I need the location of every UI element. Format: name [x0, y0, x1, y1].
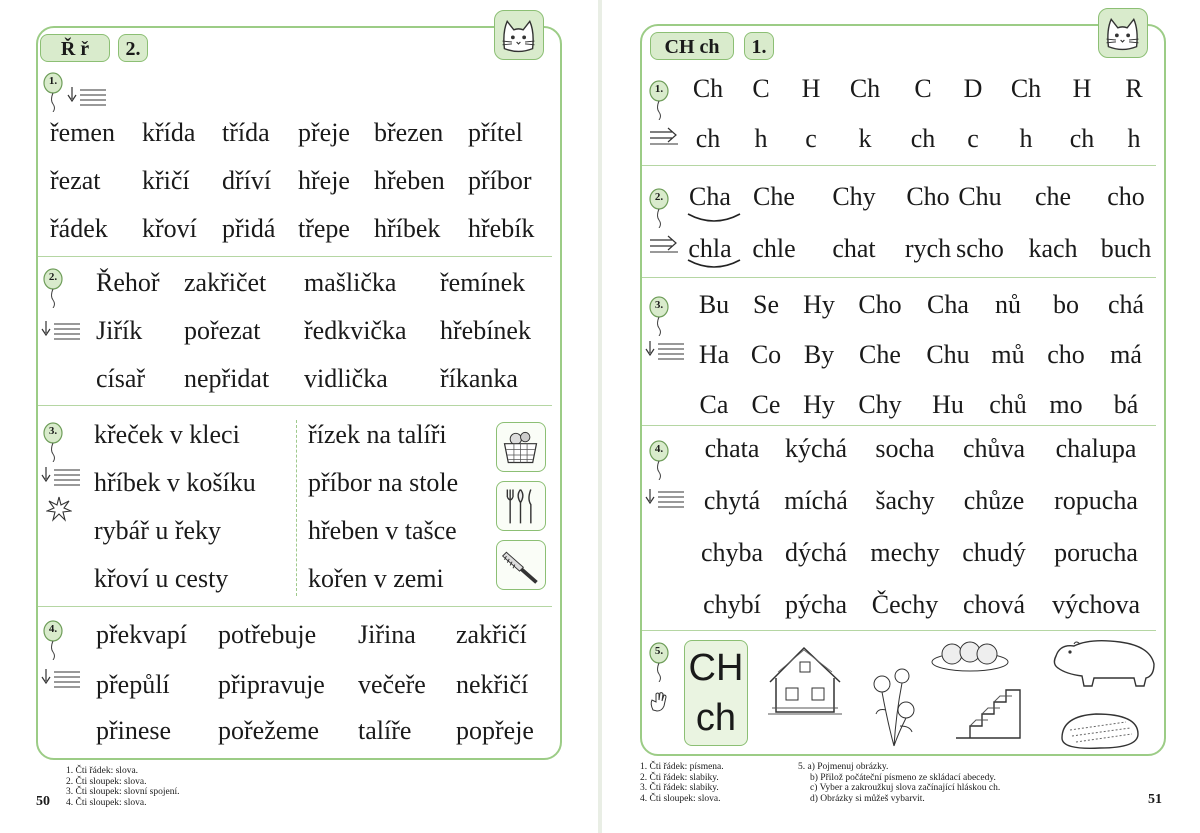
- word: křičí: [142, 166, 190, 195]
- word: Ch: [692, 74, 724, 103]
- ch-letter-card: [684, 640, 748, 746]
- word: c: [967, 124, 979, 153]
- read-row-arrow-icon: [648, 126, 682, 151]
- word: řezat: [50, 166, 101, 195]
- footnote: d) Obrázky si můžeš vybarvit.: [810, 793, 925, 804]
- phrase: příbor na stole: [308, 468, 459, 497]
- balloon-icon: [648, 642, 670, 682]
- word: Chu: [926, 340, 970, 369]
- word: Cho: [858, 290, 902, 319]
- word: přeje: [298, 118, 350, 147]
- word: večeře: [358, 670, 426, 699]
- word: By: [803, 340, 835, 369]
- word: nepřidat: [184, 364, 270, 393]
- star-icon: [46, 496, 72, 527]
- page-number: 51: [1148, 792, 1162, 807]
- word: c: [805, 124, 817, 153]
- word: Ch: [1010, 74, 1042, 103]
- word: chla: [688, 234, 732, 263]
- word: R: [1125, 74, 1143, 103]
- cornflower-picture: [866, 664, 928, 748]
- section-divider: [38, 256, 552, 257]
- word: hřebínek: [440, 316, 531, 345]
- word: míchá: [784, 486, 848, 515]
- word: chůva: [962, 434, 1026, 463]
- read-column-arrow-icon: [40, 668, 82, 695]
- word: Řehoř: [96, 268, 160, 297]
- word: mo: [1049, 390, 1083, 419]
- word: vidlička: [304, 364, 388, 393]
- word: Hu: [932, 390, 964, 419]
- word: scho: [956, 234, 1004, 263]
- letter-tag: CH ch: [650, 32, 734, 60]
- word: řemen: [50, 118, 115, 147]
- word: chůze: [963, 486, 1025, 515]
- word: dýchá: [784, 538, 848, 567]
- word: bo: [1053, 290, 1079, 319]
- comb-picture: [496, 540, 546, 590]
- balloon-icon: [42, 620, 64, 660]
- read-column-arrow-icon: [40, 320, 82, 347]
- exercise-number: 5.: [654, 645, 664, 657]
- word: Hy: [803, 290, 835, 319]
- word: Čechy: [871, 590, 939, 619]
- word: mů: [991, 340, 1025, 369]
- footnote: 5. a) Pojmenuj obrázky.: [798, 762, 889, 772]
- word: má: [1110, 340, 1142, 369]
- section-divider: [642, 277, 1156, 278]
- word: Se: [753, 290, 779, 319]
- read-column-arrow-icon: [644, 340, 686, 367]
- page-50: [0, 0, 598, 833]
- word: h: [754, 124, 768, 153]
- word: C: [752, 74, 770, 103]
- word: chů: [989, 390, 1027, 419]
- exercise-number: 3.: [48, 425, 58, 437]
- word: Bu: [698, 290, 730, 319]
- section-divider: [642, 425, 1156, 426]
- phrase: hříbek v košíku: [94, 468, 256, 497]
- word: chat: [832, 234, 876, 263]
- letter-tag: Ř ř: [40, 34, 110, 62]
- phrase: křoví u cesty: [94, 564, 229, 593]
- word: přítel: [468, 118, 523, 147]
- word: Hy: [803, 390, 835, 419]
- word: Chu: [958, 182, 1002, 211]
- word: h: [1019, 124, 1033, 153]
- basket-picture: [496, 422, 546, 472]
- word: příbor: [468, 166, 532, 195]
- exercise-number: 4.: [48, 623, 58, 635]
- word: Cha: [689, 182, 731, 211]
- word: chle: [752, 234, 796, 263]
- word: dříví: [222, 166, 272, 195]
- balloon-icon: [42, 422, 64, 462]
- section-divider: [38, 606, 552, 607]
- word: che: [1034, 182, 1072, 211]
- section-divider: [642, 165, 1156, 166]
- phrase: kořen v zemi: [308, 564, 444, 593]
- word: chalupa: [1055, 434, 1137, 463]
- word: třepe: [298, 214, 350, 243]
- footnote: 4. Čti sloupek: slova.: [640, 793, 721, 804]
- word: cho: [1107, 182, 1145, 211]
- word: chybí: [703, 590, 761, 619]
- word: Che: [859, 340, 901, 369]
- word: Chy: [858, 390, 902, 419]
- read-column-arrow-icon: [40, 466, 82, 493]
- cutlery-picture: [496, 481, 546, 531]
- word: Co: [750, 340, 782, 369]
- word: porucha: [1054, 538, 1138, 567]
- syllable-arc: [686, 212, 742, 226]
- balloon-icon: [648, 188, 670, 228]
- footnote: 2. Čti řádek: slabiky.: [640, 772, 719, 783]
- word: zakřičí: [456, 620, 527, 649]
- word: třída: [222, 118, 270, 147]
- word: překvapí: [96, 620, 187, 649]
- page-number: 50: [36, 794, 50, 809]
- word: křída: [142, 118, 196, 147]
- word: h: [1127, 124, 1141, 153]
- word: popřeje: [456, 716, 534, 745]
- word: přepůlí: [96, 670, 170, 699]
- word: pýcha: [784, 590, 848, 619]
- word: chata: [704, 434, 760, 463]
- word: přidá: [222, 214, 276, 243]
- word: Jiřík: [96, 316, 143, 345]
- word: výchova: [1051, 590, 1141, 619]
- word: kýchá: [784, 434, 848, 463]
- balloon-icon: [42, 72, 64, 112]
- hand-icon: [648, 690, 670, 717]
- word: H: [801, 74, 821, 103]
- word: připravuje: [218, 670, 325, 699]
- footnote: b) Přilož počáteční písmeno ze skládací abecedy.: [810, 772, 996, 783]
- balloon-icon: [648, 80, 670, 120]
- section-divider: [642, 630, 1156, 631]
- word: chytá: [703, 486, 761, 515]
- word: socha: [875, 434, 935, 463]
- word: zakřičet: [184, 268, 267, 297]
- dumplings-picture: [930, 636, 1010, 674]
- word: potřebuje: [218, 620, 317, 649]
- uppercase-ch: CH: [688, 647, 744, 689]
- footnote: 3. Čti sloupek: slovní spojení.: [66, 787, 180, 797]
- word: Ca: [699, 390, 729, 419]
- word: Cho: [906, 182, 950, 211]
- footnote: 2. Čti sloupek: slova.: [66, 776, 147, 787]
- read-column-arrow-icon: [66, 86, 108, 113]
- word: císař: [96, 364, 146, 393]
- word: H: [1072, 74, 1092, 103]
- word: chudý: [962, 538, 1026, 567]
- section-divider: [38, 405, 552, 406]
- phrase: křeček v kleci: [94, 420, 240, 449]
- phrase: hřeben v tašce: [308, 516, 457, 545]
- footnote: 1. Čti řádek: slova.: [66, 766, 139, 776]
- word: pořežeme: [218, 716, 320, 745]
- word: Jiřina: [358, 620, 416, 649]
- cat-icon: [494, 10, 544, 60]
- footnote: 1. Čti řádek: písmena.: [640, 762, 724, 772]
- phrase: řízek na talíři: [308, 420, 447, 449]
- hippo-picture: [1050, 636, 1160, 688]
- word: Cha: [927, 290, 969, 319]
- word: cho: [1047, 340, 1085, 369]
- word: chová: [962, 590, 1026, 619]
- lowercase-ch: ch: [695, 697, 737, 739]
- exercise-number: 1.: [654, 83, 664, 95]
- word: šachy: [875, 486, 935, 515]
- word: pořezat: [184, 316, 261, 345]
- lesson-number-tag: 1.: [744, 32, 774, 60]
- word: hříbek: [374, 214, 441, 243]
- word: nekřičí: [456, 670, 529, 699]
- word: ředkvička: [304, 316, 407, 345]
- column-divider: [296, 420, 297, 596]
- balloon-icon: [648, 296, 670, 336]
- phrase: rybář u řeky: [94, 516, 222, 545]
- cottage-picture: [764, 642, 846, 718]
- word: Chy: [832, 182, 876, 211]
- balloon-icon: [42, 268, 64, 308]
- word: buch: [1100, 234, 1152, 263]
- word: talíře: [358, 716, 412, 745]
- balloon-icon: [648, 440, 670, 480]
- footnote: 3. Čti řádek: slabiky.: [640, 783, 719, 793]
- word: říkanka: [440, 364, 518, 393]
- word: březen: [374, 118, 444, 147]
- word: hřeben: [374, 166, 445, 195]
- word: Ha: [698, 340, 730, 369]
- lesson-number-tag: 2.: [118, 34, 148, 62]
- word: ch: [1069, 124, 1095, 153]
- word: mechy: [870, 538, 940, 567]
- word: hřeje: [298, 166, 350, 195]
- word: C: [914, 74, 932, 103]
- word: nů: [995, 290, 1021, 319]
- word: ch: [910, 124, 936, 153]
- word: ropucha: [1054, 486, 1138, 515]
- word: Ce: [751, 390, 781, 419]
- word: k: [858, 124, 872, 153]
- exercise-number: 3.: [654, 299, 664, 311]
- syllable-arc: [686, 258, 742, 272]
- word: D: [963, 74, 983, 103]
- word: chyba: [700, 538, 764, 567]
- word: přinese: [96, 716, 172, 745]
- exercise-number: 1.: [48, 75, 58, 87]
- exercise-number: 2.: [654, 191, 664, 203]
- page-51: [602, 0, 1200, 833]
- word: chá: [1107, 290, 1145, 319]
- stairs-picture: [952, 680, 1026, 742]
- exercise-number: 4.: [654, 443, 664, 455]
- word: řemínek: [440, 268, 526, 297]
- word: Ch: [849, 74, 881, 103]
- footnote: c) Vyber a zakroužkuj slova začínající hláskou ch.: [810, 783, 1001, 793]
- word: řádek: [50, 214, 108, 243]
- word: rych: [904, 234, 952, 263]
- word: bá: [1113, 390, 1139, 419]
- exercise-number: 2.: [48, 271, 58, 283]
- word: křoví: [142, 214, 197, 243]
- cat-icon: [1098, 8, 1148, 58]
- word: hřebík: [468, 214, 535, 243]
- word: Che: [753, 182, 795, 211]
- word: ch: [695, 124, 721, 153]
- word: kach: [1028, 234, 1078, 263]
- bread-picture: [1056, 708, 1142, 752]
- footnote: 4. Čti sloupek: slova.: [66, 797, 147, 808]
- word: mašlička: [304, 268, 397, 297]
